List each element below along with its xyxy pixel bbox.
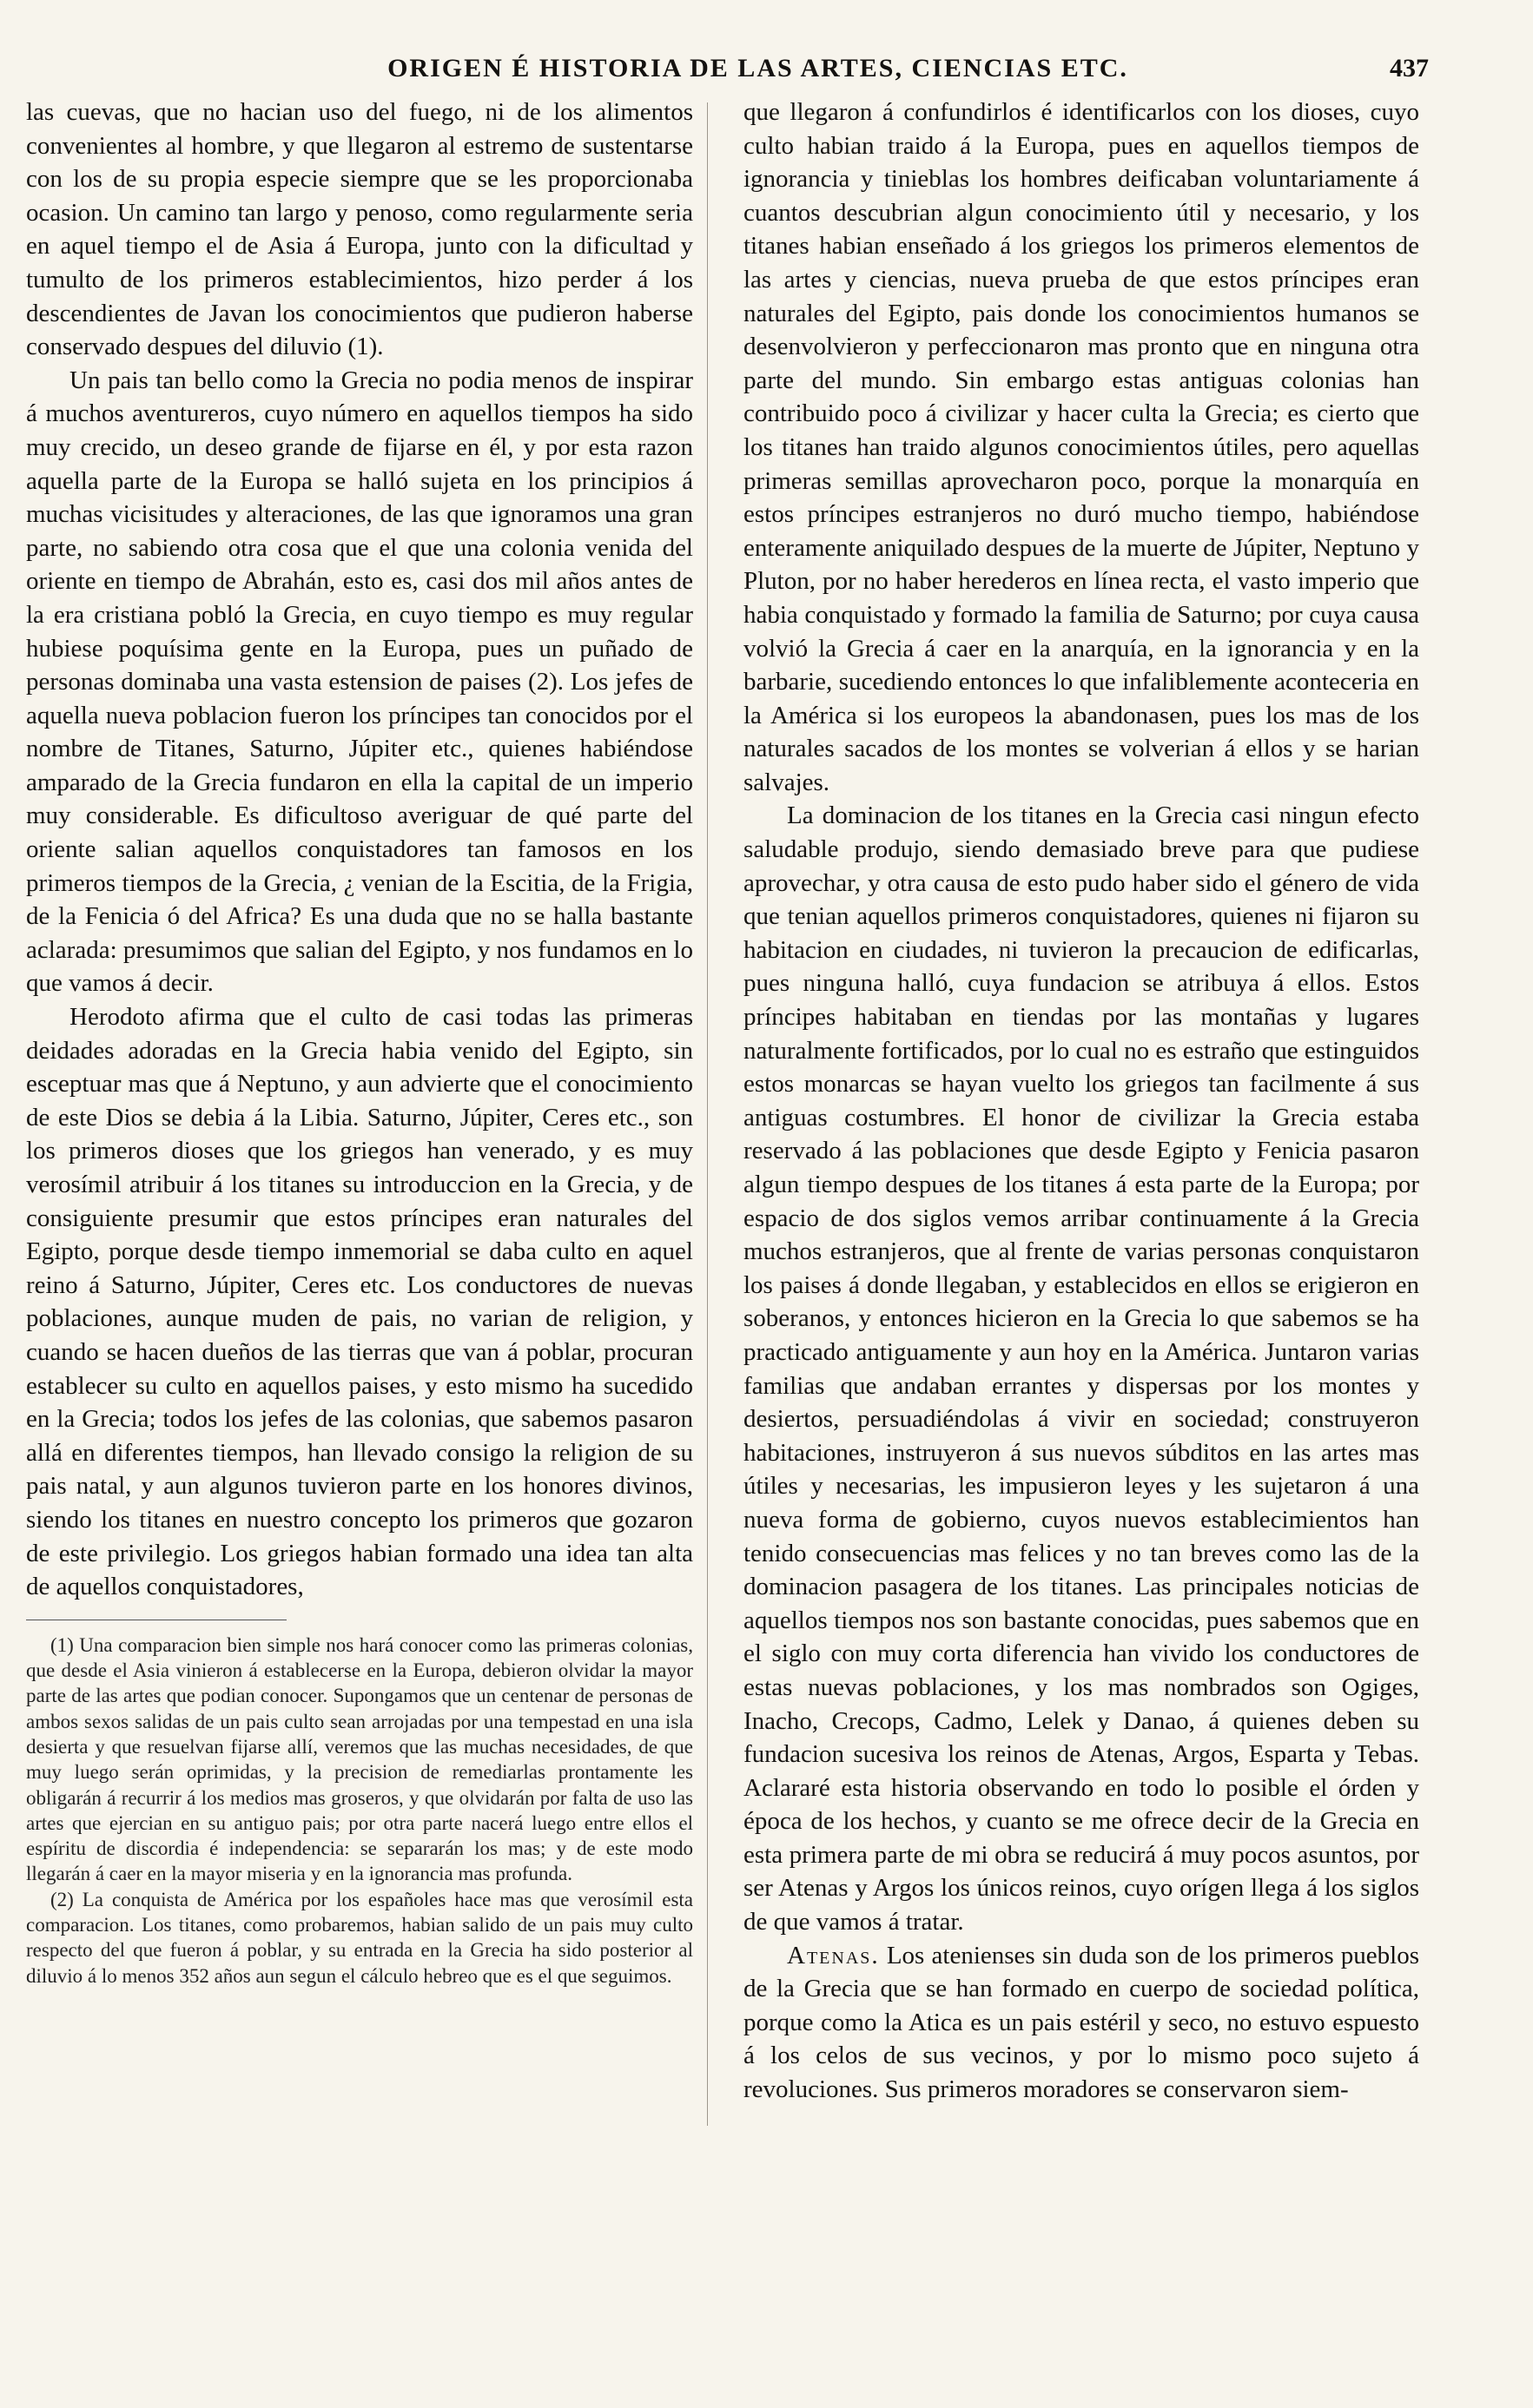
footnote: (2) La conquista de América por los españoles hace mas que verosímil esta comparacion. Los titanes, como probaremos, habian salido de un pais muy culto respecto del que fueron á poblar, y su entrada en la Grecia ha sido posterior al diluvio á lo menos 352 años aun segun el cálculo hebreo que es el que seguimos.	[26, 1888, 693, 1987]
section-text: Los atenienses sin duda son de los primeros pueblos de la Grecia que se han formado en cuerpo de sociedad política, porque como la Atica es un pais estéril y seco, no estuvo espuesto á los celos de sus vecinos, y por lo mismo poco sujeto á revoluciones. Sus primeros moradores se conservaron siem-	[743, 1941, 1419, 2104]
column-divider	[707, 102, 708, 2126]
running-head	[87, 54, 1429, 92]
right-column	[743, 96, 1419, 2379]
left-column	[26, 96, 693, 2379]
page-number: 437	[1390, 54, 1429, 82]
footnote: (1) Una comparacion bien simple nos hará conocer como las primeras colonias, que desde el Asia vinieron á establecerse en la Europa, debieron olvidar la mayor parte de las artes que podian conocer. Supongamos que un centenar de personas de ambos sexos salidas de un pais culto sean arrojadas por una tempestad en una isla desierta y que resuelvan fijarse allí, veremos que las muchas necesidades, de que muy luego serán oprimidas, y la precision de remediarlas prontamente les obligarán á recurrir á los medios mas groseros, y que olvidarán por falta de uso las artes que ejercian en su antiguo pais; por otra parte nacerá luego entre ellos el espíritu de discordia é independencia: se separarán los mas; y de este modo llegarán á caer en la mayor miseria y en la ignorancia mas profunda.	[26, 1633, 693, 1885]
paragraph: las cuevas, que no hacian uso del fuego, ni de los alimentos convenientes al hombre, y que llegaron al estremo de sustentarse con los de su propia especie siempre que se les proporcionaba ocasion. Un camino tan largo y penoso, como regularmente seria en aquel tiempo el de Asia á Europa, junto con la dificultad y tumulto de los primeros establecimientos, hizo perder á los descendientes de Javan los conocimientos que pudieron haberse conservado despues del diluvio (1).	[26, 98, 693, 361]
paragraph: Un pais tan bello como la Grecia no podia menos de inspirar á muchos aventureros, cuyo número en aquellos tiempos ha sido muy crecido, un deseo grande de fijarse en él, y por esta razon aquella parte de la Europa se halló sujeta en los principios á muchas vicisitudes y alteraciones, de las que ignoramos una gran parte, no sabiendo otra cosa que el que una colonia venida del oriente en tiempo de Abrahán, esto es, casi dos mil años antes de la era cristiana pobló la Grecia, en cuyo tiempo es muy regular hubiese poquísima gente en la Europa, pues un puñado de personas dominaba una vasta estension de paises (2). Los jefes de aquella nueva poblacion fueron los príncipes tan conocidos por el nombre de Titanes, Saturno, Júpiter etc., quienes habiéndose amparado de la Grecia fundaron en ella la capital de un imperio muy considerable. Es dificultoso averiguar de qué parte del oriente salian aquellos conquistadores tan famosos en los primeros tiempos de la Grecia, ¿ venian de la Escitia, de la Frigia, de la Fenicia ó del Africa? Es una duda que no se halla bastante aclarada: presumimos que salian del Egipto, y nos fundamos en lo que vamos á decir.	[26, 366, 693, 998]
running-title: ORIGEN É HISTORIA DE LAS ARTES, CIENCIAS ETC.	[387, 54, 1128, 82]
paragraph: que llegaron á confundirlos é identificarlos con los dioses, cuyo culto habian traido á la Europa, pues en aquellos tiempos de ignorancia y tinieblas los hombres deificaban voluntariamente á cuantos descubrian algun conocimiento útil y necesario, y los titanes habian enseñado á los griegos los primeros elementos de las artes y ciencias, nueva prueba de que estos príncipes eran naturales del Egipto, pais donde los conocimientos humanos se desenvolvieron y perfeccionaron mas pronto que en ninguna otra parte del mundo. Sin embargo estas antiguas colonias han contribuido poco á civilizar y hacer culta la Grecia; es cierto que los titanes han traido algunos conocimientos útiles, pero aquellas primeras semillas aprovecharon poco, porque la monarquía en estos príncipes estranjeros no duró mucho tiempo, habiéndose enteramente aniquilado despues de la muerte de Júpiter, Neptuno y Pluton, por no haber herederos en línea recta, el vasto imperio que habia conquistado y formado la familia de Saturno; por cuya causa volvió la Grecia á caer en la anarquía, en la ignorancia y en la barbarie, sucediendo entonces lo que infaliblemente aconteceria en la América si los europeos la abandonasen, pues los mas de los naturales sacados de los montes se volverian á ellos y se harian salvajes.	[743, 98, 1419, 796]
paragraph: La dominacion de los titanes en la Grecia casi ningun efecto saludable produjo, siendo demasiado breve para que pudiese aprovechar, y otra causa de esto pudo haber sido el género de vida que tenian aquellos primeros conquistadores, quienes ni fijaron su habitacion en ciudades, ni tuvieron la precaucion de edificarlas, pues ninguna halló, cuya fundacion se atribuya á ellos. Estos príncipes habitaban en tiendas por las montañas y lugares naturalmente fortificados, por lo cual no es estraño que estinguidos estos monarcas se hayan vuelto los griegos tan facilmente á sus antiguas costumbres. El honor de civilizar la Grecia estaba reservado á las poblaciones que desde Egipto y Fenicia pasaron algun tiempo despues de los titanes á esta parte de la Europa; por espacio de dos siglos vemos arribar continuamente á la Grecia muchos estranjeros, que al frente de varias personas conquistaron los paises á donde llegaban, y establecidos en ellos se erigieron en soberanos, y entonces hicieron en la Grecia lo que sabemos se ha practicado antiguamente y aun hoy en la América. Juntaron varias familias que andaban errantes y dispersas por los montes y desiertos, persuadiéndolas á vivir en sociedad; construyeron habitaciones, instruyeron á sus nuevos súbditos en las artes mas útiles y necesarias, les impusieron leyes y les sujetaron á una nueva forma de gobierno, cuyos nuevos establecimientos han tenido consecuencias mas felices y no tan breves como las de la dominacion pasagera de los titanes. Las principales noticias de aquellos tiempos nos son bastante conocidas, pues sabemos que en el siglo con muy corta diferencia han vivido los conductores de estas nuevas poblaciones, y los mas nombrados son Ogiges, Inacho, Crecops, Cadmo, Lelek y Danao, á quienes deben su fundacion sucesiva los reinos de Atenas, Argos, Esparta y Tebas. Aclararé esta historia observando en todo lo posible el órden y época de los hechos, y cuanto se me ofrece decir de la Grecia en esta primera parte de mi obra se reducirá á muy pocos asuntos, por ser Atenas y Argos los únicos reinos, cuyo orígen llega á los siglos de que vamos á tratar.	[743, 802, 1419, 1936]
section-heading: Atenas.	[787, 1941, 880, 1969]
paragraph: Herodoto afirma que el culto de casi todas las primeras deidades adoradas en la Grecia habia venido del Egipto, sin esceptuar mas que á Neptuno, y aun advierte que el conocimiento de este Dios se debia á la Libia. Saturno, Júpiter, Ceres etc., son los primeros dioses que los griegos han venerado, y es muy verosímil atribuir á los titanes su introduccion en la Grecia, y de consiguiente presumir que estos príncipes eran naturales del Egipto, porque desde tiempo inmemorial se daba culto en aquel reino á Saturno, Júpiter, Ceres etc. Los conductores de nuevas poblaciones, aunque muden de pais, no varian de religion, y cuando se hacen dueños de las tierras que van á poblar, procuran establecer su culto en aquellos paises, y esto mismo ha sucedido en la Grecia; todos los jefes de las colonias, que sabemos pasaron allá en diferentes tiempos, han llevado consigo la religion de su pais natal, y aun algunos tuvieron parte en los honores divinos, siendo los titanes en nuestro concepto los primeros que gozaron de este privilegio. Los griegos habian formado una idea tan alta de aquellos conquistadores,	[26, 1003, 693, 1601]
section-paragraph	[743, 1939, 1419, 2107]
